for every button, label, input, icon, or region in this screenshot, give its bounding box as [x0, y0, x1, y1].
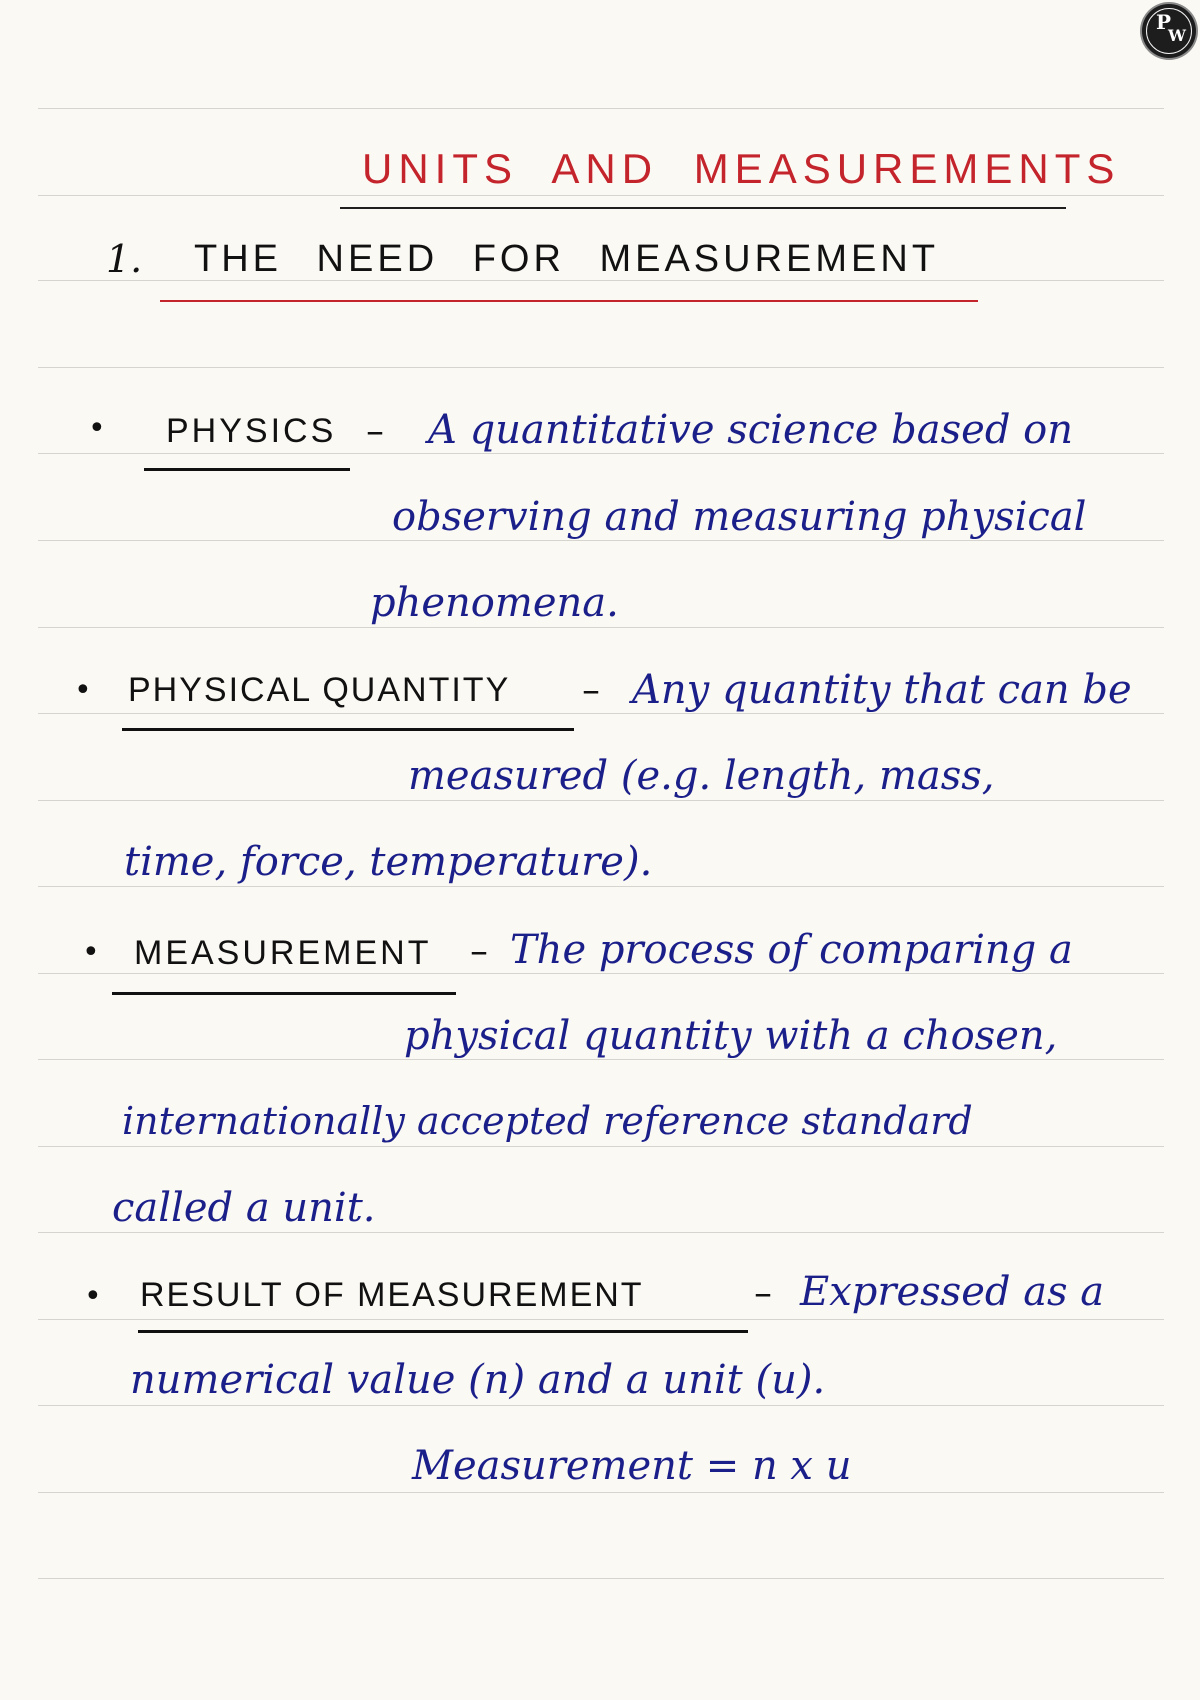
dash-physics: –: [366, 411, 384, 452]
physical-quantity-line-2: measured (e.g. length, mass,: [408, 753, 995, 799]
physics-line-2: observing and measuring physical: [392, 494, 1087, 540]
ruled-line: [38, 627, 1164, 628]
bullet-measurement: •: [82, 935, 100, 970]
section-title: THE NEED FOR MEASUREMENT: [194, 238, 940, 280]
logo-letter-p: P: [1156, 10, 1172, 34]
term-underline-physical-quantity: [122, 728, 574, 731]
bullet-result: •: [84, 1279, 102, 1314]
ruled-line: [38, 280, 1164, 281]
physics-line-1: A quantitative science based on: [428, 407, 1073, 453]
ruled-line: [38, 713, 1164, 714]
page-title: UNITS AND MEASUREMENTS: [362, 145, 1121, 192]
dash-physical-quantity: –: [582, 670, 600, 711]
result-line-1: Expressed as a: [800, 1269, 1105, 1315]
physics-line-3: phenomena.: [370, 580, 619, 626]
logo-letter-w: W: [1168, 26, 1186, 45]
title-underline: [340, 207, 1066, 209]
ruled-line: [38, 1059, 1164, 1060]
result-line-2: numerical value (n) and a unit (u).: [130, 1357, 826, 1403]
measurement-formula: Measurement = n x u: [412, 1443, 852, 1489]
ruled-line: [38, 367, 1164, 368]
term-measurement: MEASUREMENT: [134, 934, 432, 972]
dash-result: –: [754, 1273, 772, 1314]
ruled-line: [38, 195, 1164, 196]
term-result-of-measurement: RESULT OF MEASUREMENT: [140, 1276, 644, 1314]
ruled-line: [38, 1578, 1164, 1579]
measurement-line-2: physical quantity with a chosen,: [404, 1013, 1058, 1059]
physical-quantity-line-1: Any quantity that can be: [632, 667, 1132, 713]
ruled-line: [38, 1232, 1164, 1233]
section-underline: [160, 300, 978, 302]
ruled-line: [38, 453, 1164, 454]
ruled-line: [38, 108, 1164, 109]
term-physics: PHYSICS: [166, 412, 337, 450]
ruled-line: [38, 1405, 1164, 1406]
term-physical-quantity: PHYSICAL QUANTITY: [128, 671, 511, 709]
term-underline-measurement: [112, 992, 456, 995]
ruled-line: [38, 886, 1164, 887]
ruled-line: [38, 1492, 1164, 1493]
measurement-line-4: called a unit.: [112, 1185, 376, 1231]
physical-quantity-line-3: time, force, temperature).: [124, 839, 653, 885]
ruled-line: [38, 540, 1164, 541]
measurement-line-1: The process of comparing a: [510, 927, 1073, 973]
term-underline-result: [138, 1330, 748, 1333]
bullet-physical-quantity: •: [74, 673, 92, 708]
dash-measurement: –: [470, 931, 488, 972]
pw-logo: [1142, 4, 1196, 58]
ruled-line: [38, 973, 1164, 974]
section-number: 1.: [106, 237, 143, 281]
term-underline-physics: [144, 468, 350, 471]
ruled-line: [38, 800, 1164, 801]
bullet-physics: •: [88, 411, 106, 446]
ruled-line: [38, 1319, 1164, 1320]
ruled-line: [38, 1146, 1164, 1147]
measurement-line-3: internationally accepted reference standard: [122, 1099, 973, 1143]
